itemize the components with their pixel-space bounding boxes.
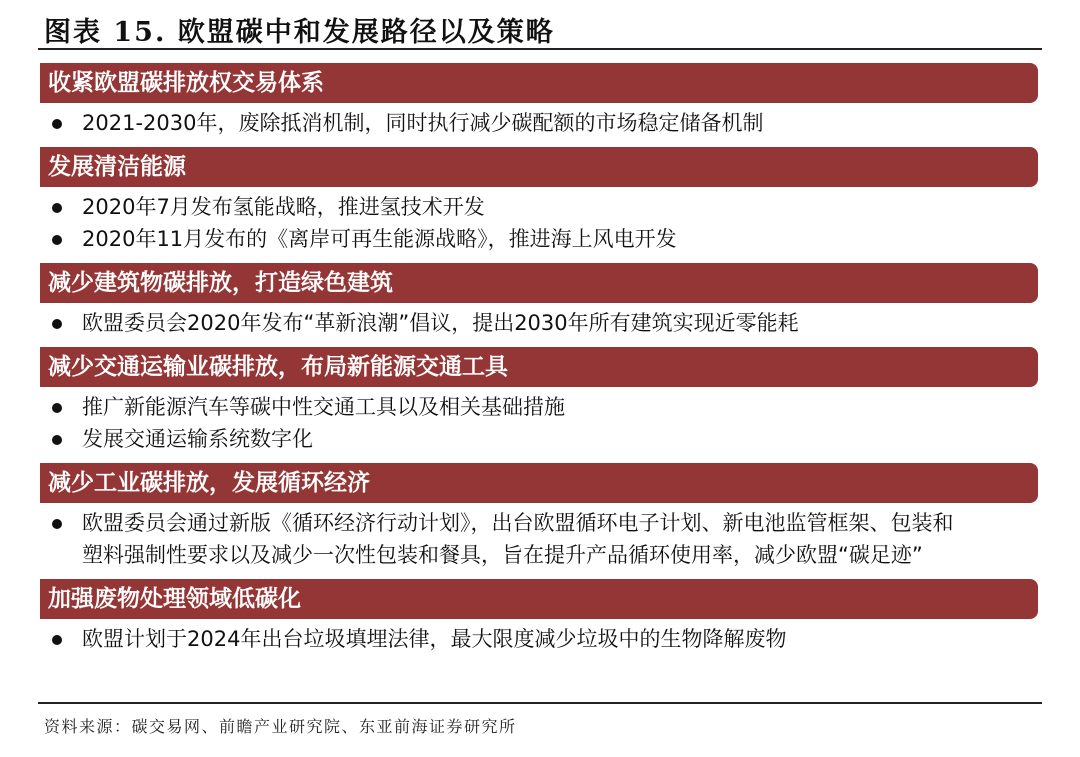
bullet-dot-icon — [52, 203, 62, 213]
bullet-text: 发展交通运输系统数字化 — [82, 427, 313, 451]
bullet-text: 欧盟委员会通过新版《循环经济行动计划》，出台欧盟循环电子计划、新电池监管框架、包装和塑料强制性要求以及减少一次性包装和餐具，旨在提升产品循环使用率，减少欧盟“碳足迹” — [82, 511, 954, 567]
bullet-list — [40, 503, 1038, 575]
section-transport — [40, 347, 1038, 459]
bullet-text: 推广新能源汽车等碳中性交通工具以及相关基础措施 — [82, 395, 565, 419]
section-clean-energy — [40, 147, 1038, 259]
bullet-list — [40, 103, 1038, 143]
bullet-item — [40, 191, 1038, 223]
section-list — [40, 63, 1038, 663]
bullet-item — [40, 307, 1038, 339]
bullet-item — [40, 107, 1038, 139]
source-note: 资料来源：碳交易网、前瞻产业研究院、东亚前海证券研究所 — [44, 717, 517, 736]
bullet-text: 欧盟委员会2020年发布“革新浪潮”倡议，提出2030年所有建筑实现近零能耗 — [82, 311, 799, 335]
bullet-list — [40, 187, 1038, 259]
section-heading: 收紧欧盟碳排放权交易体系 — [40, 63, 1038, 103]
section-industry — [40, 463, 1038, 575]
bullet-text: 2020年7月发布氢能战略，推进氢技术开发 — [82, 195, 485, 219]
section-heading: 减少交通运输业碳排放，布局新能源交通工具 — [40, 347, 1038, 387]
section-heading: 减少建筑物碳排放，打造绿色建筑 — [40, 263, 1038, 303]
section-waste — [40, 579, 1038, 659]
bullet-list — [40, 387, 1038, 459]
bullet-dot-icon — [52, 403, 62, 413]
bullet-item — [40, 623, 1038, 655]
bullet-dot-icon — [52, 635, 62, 645]
bullet-dot-icon — [52, 435, 62, 445]
section-ets — [40, 63, 1038, 143]
bullet-text: 2021-2030年，废除抵消机制，同时执行减少碳配额的市场稳定储备机制 — [82, 111, 764, 135]
bullet-list — [40, 619, 1038, 659]
section-heading: 发展清洁能源 — [40, 147, 1038, 187]
bullet-text: 2020年11月发布的《离岸可再生能源战略》，推进海上风电开发 — [82, 227, 677, 251]
bottom-rule — [38, 702, 1042, 704]
bullet-item — [40, 223, 1038, 255]
figure-title: 图表 15. 欧盟碳中和发展路径以及策略 — [44, 17, 555, 48]
bullet-dot-icon — [52, 119, 62, 129]
bullet-item — [40, 391, 1038, 423]
bullet-text: 欧盟计划于2024年出台垃圾填埋法律，最大限度减少垃圾中的生物降解废物 — [82, 627, 787, 651]
section-heading: 减少工业碳排放，发展循环经济 — [40, 463, 1038, 503]
bullet-item — [40, 507, 1038, 571]
bullet-dot-icon — [52, 235, 62, 245]
section-heading: 加强废物处理领域低碳化 — [40, 579, 1038, 619]
section-buildings — [40, 263, 1038, 343]
top-rule — [38, 48, 1042, 50]
bullet-item — [40, 423, 1038, 455]
bullet-dot-icon — [52, 519, 62, 529]
bullet-dot-icon — [52, 319, 62, 329]
bullet-list — [40, 303, 1038, 343]
